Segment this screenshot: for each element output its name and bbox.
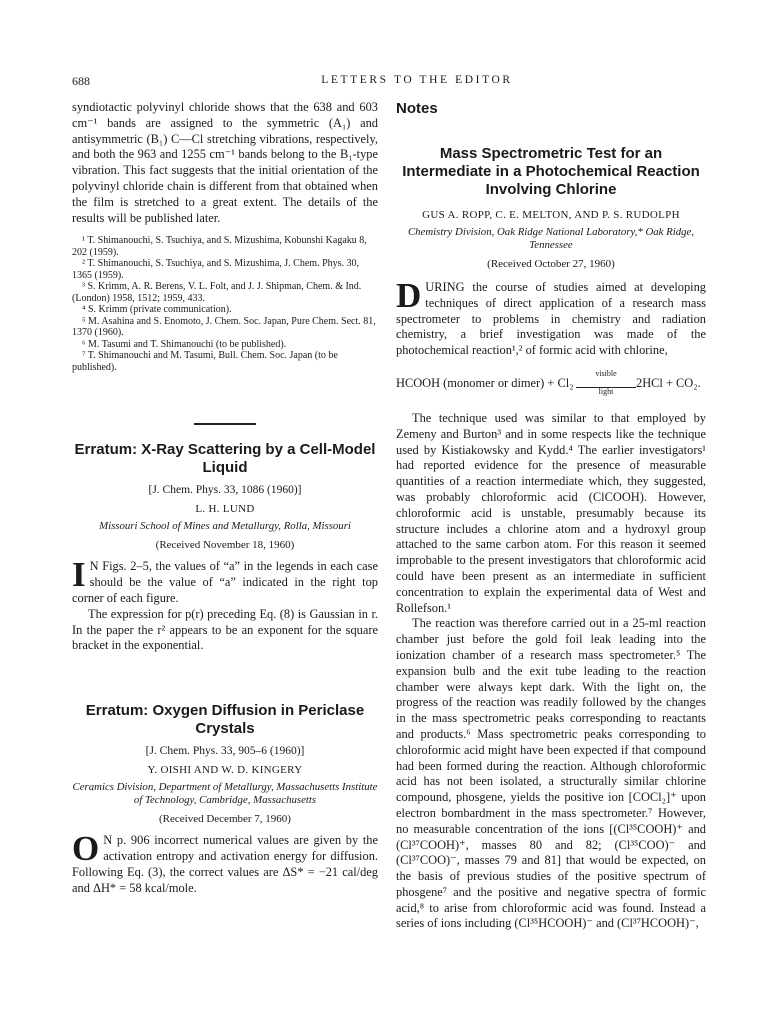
drop-cap: O	[72, 829, 100, 869]
erratum-oxygen-title: Erratum: Oxygen Diffusion in Periclase Crystals	[85, 702, 365, 738]
erratum-xray-author: L. H. LUND	[195, 503, 255, 516]
reference-2: ² T. Shimanouchi, S. Tsuchiya, and S. Mizushima, J. Chem. Phys. 30, 1365 (1959).	[72, 258, 360, 281]
journal-section-title: LETTERS TO THE EDITOR	[321, 74, 513, 86]
reference-4: ⁴ S. Krimm (private communication).	[82, 304, 232, 316]
erratum-oxygen-citation: [J. Chem. Phys. 33, 905–6 (1960)]	[145, 745, 305, 758]
page-number: 688	[72, 74, 90, 88]
reference-7: ⁷ T. Shimanouchi and M. Tasumi, Bull. Chem. Soc. Japan (to be published).	[72, 350, 338, 373]
erratum-oxygen	[72, 702, 378, 896]
erratum-oxygen-author: Y. OISHI AND W. D. KINGERY	[147, 764, 303, 777]
article-title: Mass Spectrometric Test for an Intermediate in a Photochemical Reaction Involving Chlorine	[402, 145, 700, 198]
erratum-oxygen-para1-text: N p. 906 incorrect numerical values are given by the activation entropy and activation energy for diffusion. Following Eq. (3), the correct values are ΔS* = −21 cal/deg and ΔH* = 58 kcal/mole.	[72, 833, 378, 895]
drop-cap: D	[396, 276, 422, 315]
arrow-label-above: visible	[595, 368, 617, 378]
article-received: (Received October 27, 1960)	[487, 258, 615, 270]
reaction-equation	[396, 367, 706, 397]
running-head	[72, 74, 696, 90]
continuation-paragraph: syndiotactic polyvinyl chloride shows that the 638 and 603 cm⁻¹ bands are assigned to the symmetric (A₁) and antisymmetric (B₁) C—Cl stretching vibrations, respectively, and both the 963 and 1255 cm⁻¹ bands belong to the B₁-type vibration. This fact suggests that the initial orientation of the polyvinyl chloride chain is different from that obtained when the film is stretched to a great extent. The details of the results will be published later.	[72, 100, 378, 225]
drop-cap: I	[72, 555, 86, 595]
article-para1: The technique used was similar to that employed by Zemeny and Burton³ and in some respects like the technique used by Kistiakowsky and Kydd.⁴ The earlier investigators¹ had reported evidence for the presence of measurable quantities of a reaction intermediate which, they suggested, was probably chloroformic acid (ClCOOH). However, chloroformic acid is unstable, presumably because its structure includes a chlorine atom and a hydroxyl group attached to the same carbon atom. For this reason it seemed improbable to the present investigators that chloroformic acid could have been present as an intermediate in sufficient concentration to explain the experimental data of West and Rollefson.¹	[396, 410, 706, 615]
reference-list	[72, 235, 378, 373]
section-divider	[194, 423, 256, 425]
erratum-xray-para2: The expression for p(r) preceding Eq. (8) is Gaussian in r. In the paper the r² appears to be an exponent for the square bracket in the exponential.	[72, 606, 378, 653]
erratum-xray-para1-text: N Figs. 2–5, the values of “a” in the legends in each case should be the value of “a” indicated in the right top corner of each figure.	[72, 559, 378, 605]
equation-products: 2HCl + CO₂.	[636, 375, 701, 390]
notes-heading: Notes	[396, 100, 438, 117]
article-intro	[396, 276, 706, 359]
left-column	[72, 100, 378, 896]
reference-3: ³ S. Krimm, A. R. Berens, V. L. Folt, and J. J. Shipman, Chem. & Ind. (London) 1958, 1512; 1959, 433.	[72, 281, 362, 304]
erratum-oxygen-affiliation: Ceramics Division, Department of Metallurgy, Massachusetts Institute of Technology, Cambridge, Massachusetts	[72, 781, 378, 807]
erratum-xray-para1	[72, 555, 378, 606]
erratum-oxygen-para1	[72, 829, 378, 896]
article-para2: The reaction was therefore carried out in a 25-ml reaction chamber just before the gold foil leak leading into the ionization chamber of a research mass spectrometer.⁵ The expansion bulb and the exit tube leading to the reaction chamber were always kept dark. With the light on, the progress of the reaction was readily followed by the changes in the mass spectrometric peaks corresponding to reactants and products.⁶ Mass spectrometric peaks corresponding to chloroformic acid might have been expected if that compound had been formed during the reaction. Although chloroformic acid has not been isolated, a structurally similar chlorine compound, phosgene, yields the positive ion [COCl₂]⁺ upon electron bombardment in the mass spectrometer.⁷ However, no measurable concentration of the ions [(Cl³⁵COOH)⁺ and (Cl³⁷COOH)⁺, masses 80 and 82; (Cl³⁵COO)⁻ and (Cl³⁷COO)⁻, masses 79 and 81] that would be expected, on the basis of previous studies of the positive spectrum of phosgene⁷ and the positive and negative spectra of formic acid,⁸ to arise from chloroformic acid was found. Instead a series of ions including (Cl³⁵HCOOH)⁻ and (Cl³⁷HCOOH)⁻,	[396, 616, 706, 931]
reference-5: ⁵ M. Asahina and S. Enomoto, J. Chem. Soc. Japan, Pure Chem. Sect. 81, 1370 (1960).	[72, 315, 376, 339]
equation-reactants: HCOOH (monomer or dimer) + Cl₂	[396, 375, 574, 390]
erratum-oxygen-received: (Received December 7, 1960)	[159, 813, 291, 826]
erratum-xray-received: (Received November 18, 1960)	[155, 539, 295, 552]
right-column	[396, 100, 706, 932]
article-affiliation: Chemistry Division, Oak Ridge National Laboratory,* Oak Ridge, Tennessee	[407, 226, 695, 251]
reaction-arrow	[576, 370, 636, 396]
reference-6: ⁶ M. Tasumi and T. Shimanouchi (to be published).	[82, 338, 287, 350]
erratum-xray-citation: [J. Chem. Phys. 33, 1086 (1960)]	[148, 484, 302, 497]
erratum-xray	[72, 441, 378, 654]
erratum-xray-title: Erratum: X-Ray Scattering by a Cell-Model Liquid	[74, 441, 376, 477]
article-authors: GUS A. ROPP, C. E. MELTON, AND P. S. RUDOLPH	[422, 209, 680, 221]
reference-1: ¹ T. Shimanouchi, S. Tsuchiya, and S. Mizushima, Kobunshi Kagaku 8, 202 (1959).	[72, 235, 367, 258]
article-intro-text: URING the course of studies aimed at developing techniques of direct application of a research mass spectrometer to problems in chemistry and radiation chemistry, a brief investigation was made of the photochemical reaction¹,² of formic acid with chlorine,	[396, 280, 706, 358]
erratum-xray-affiliation: Missouri School of Mines and Metallurgy, Rolla, Missouri	[99, 520, 351, 533]
arrow-label-below: light	[598, 386, 614, 396]
